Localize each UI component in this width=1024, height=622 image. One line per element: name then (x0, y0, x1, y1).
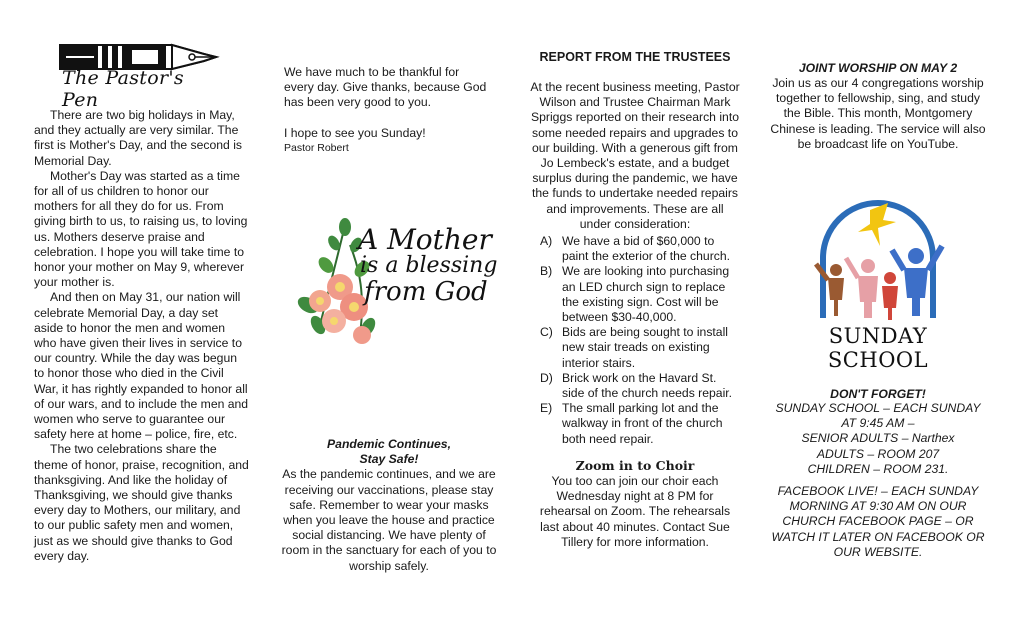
dont-forget-title: DON'T FORGET! (830, 387, 926, 401)
art-line-3: from God (364, 277, 488, 307)
joint-worship-title: JOINT WORSHIP ON MAY 2 (798, 61, 958, 75)
closing-line: I hope to see you Sunday! (284, 126, 426, 140)
children-arch-icon (798, 198, 958, 323)
trustees-intro: At the recent business meeting, Pastor Wilson and Trustee Chairman Mark Spriggs reported on their research into some needed repairs and upgrades to our building. With a generous gift from Jo Lembeck's estate, and a budget surplus during the pandemic, we have the funds to undertake needed repairs and improvements. These are all under consideration: (530, 80, 740, 231)
list-item: B) We are looking into purchasing an LED church sign to replace the existing sign. Cost will be between $30-40,000. (540, 264, 730, 325)
schedule-line: SUNDAY SCHOOL – EACH SUNDAY (775, 401, 981, 415)
pandemic-body: As the pandemic continues, and we are receiving our vaccinations, please stay safe. Remember to wear your masks when you leave the house and practice social distancing. We have plenty of room in the sanctuary for each of you to worship safely. (281, 467, 497, 573)
pastor-paragraph-3: And then on May 31, our nation will celebrate Memorial Day, a day set aside to honor the men and women who have given their lives in service to our country. While the day was begun to honor those who died in the Civil War, it has rightly expanded to honor all of our wars, and to include the men and women who serve to guarantee our safety here at home – police, fire, etc. (34, 290, 249, 442)
schedule-line: ADULTS – ROOM 207 (816, 446, 940, 461)
pastors-pen-logo (54, 37, 224, 111)
choir-body: You too can join our choir each Wednesday night at 8 PM for rehearsal on Zoom. The rehearsals last about 40 minutes. Contact Sue Tillery for more information. (539, 474, 731, 549)
pastors-pen-title: The Pastor's Pen (62, 67, 184, 111)
pandemic-title (280, 437, 498, 467)
art-line-2: is a blessing (360, 253, 498, 278)
pastor-paragraph-4: The two celebrations share the theme of honor, praise, recognition, and thanksgiving. And like the holiday of Thanksgiving, we should give thanks every day to Mothers, our military, and to our public safety men and women, just as we should give thanks to God every day. (34, 442, 249, 563)
choir-title: Zoom in to Choir (575, 458, 695, 473)
art-line-1: A Mother (358, 223, 492, 256)
sunday-school-logo-text: SUNDAY SCHOOL (827, 324, 929, 372)
mother-blessing-art (290, 215, 500, 355)
repair-list (540, 234, 740, 447)
joint-worship-body: Join us as our 4 congregations worship together to fellowship, sing, and study the Bible. This month, Montgomery Chinese is leading. The service will also be broadcast life on YouTube. (770, 76, 986, 151)
trustees-title: REPORT FROM THE TRUSTEES (539, 50, 731, 64)
schedule-line: AT 9:45 AM – (841, 416, 915, 431)
pastor-paragraph-1: There are two big holidays in May, and they actually are very similar. The first is Mother's Day, and the second is Memorial Day. (34, 108, 243, 168)
sunday-schedule (768, 401, 988, 477)
list-item: E) The small parking lot and the walkway in front of the church both need repair. (540, 401, 723, 446)
list-item: C) Bids are being sought to install new stair treads on existing interior stairs. (540, 325, 728, 370)
list-item: A) We have a bid of $60,000 to paint the exterior of the church. (540, 234, 731, 264)
pandemic-title-line-2: Stay Safe! (359, 452, 419, 467)
pastor-paragraph-2: Mother's Day was started as a time for all of us children to honor our mothers for all they do for us. From giving birth to us, to raising us, to loving us. Mothers deserve praise and celebration. I hope you will take time to honor your mother on May 9, wherever your mother is. (34, 168, 248, 290)
pandemic-title-line-1: Pandemic Continues, (327, 437, 451, 451)
thankful-paragraph: We have much to be thankful for every day. Give thanks, because God has been very good to you. (284, 65, 487, 110)
signature: Pastor Robert (284, 142, 349, 154)
sunday-school-logo (798, 198, 958, 372)
list-item: D) Brick work on the Havard St. side of the church needs repair. (540, 370, 733, 401)
schedule-line: CHILDREN – ROOM 231. (807, 461, 949, 476)
facebook-live-notice: FACEBOOK LIVE! – EACH SUNDAY MORNING AT 9:30 AM ON OUR CHURCH FACEBOOK PAGE – OR WATCH IT LATER ON FACEBOOK OR OUR WEBSITE. (771, 484, 985, 559)
schedule-line: SENIOR ADULTS – Narthex (801, 431, 955, 446)
